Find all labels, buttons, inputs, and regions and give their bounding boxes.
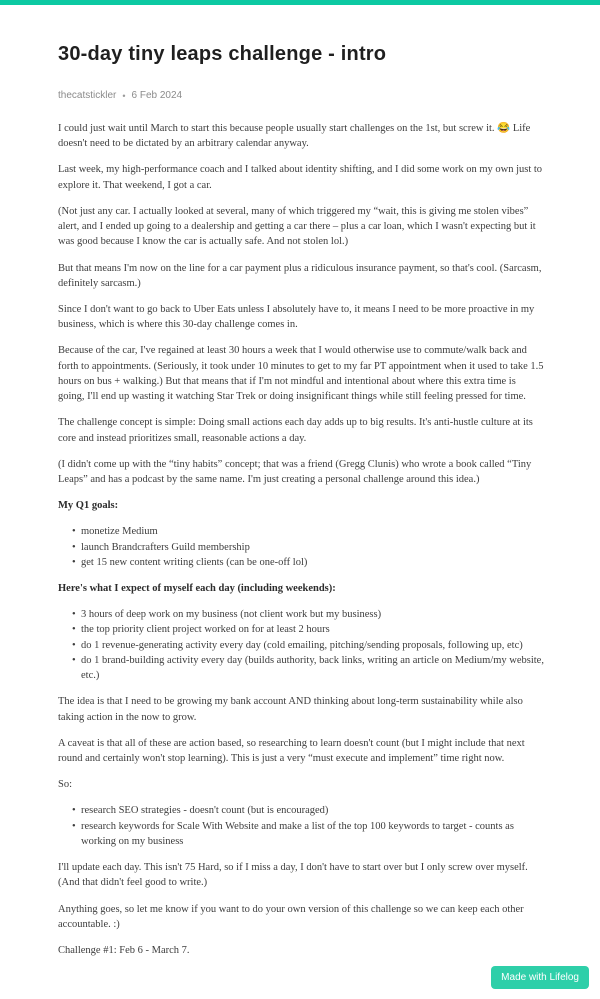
paragraph-intro-3: (Not just any car. I actually looked at several, many of which triggered my “wait, this is giving me stolen vibes” alert, and I ended up going to a dealership and getting a car there – plus a car loan, which I wasn't expecting but it was good because I know the car is actually safe. And not stolen lol.) [58,205,536,248]
made-with-lifelog-button[interactable]: Made with Lifelog [491,966,589,989]
list-item: • research keywords for Scale With Website and make a list of the top 100 keywords to target - counts as working on my business [72,819,544,849]
heading-daily-expectations: Here's what I expect of myself each day (including weekends): [58,583,336,595]
paragraph-intro-8: (I didn't come up with the “tiny habits” concept; that was a friend (Gregg Clunis) who wrote a book called “Tiny Leaps” and has a podcast by the same name. I'm just creating a personal challenge around this idea.) [58,458,532,485]
list-item: • launch Brandcrafters Guild membership [72,540,544,555]
paragraph-idea: The idea is that I need to be growing my bank account AND thinking about long-term sustainability while also taking action in the now to grow. [58,696,523,723]
post-meta [58,90,544,101]
page-title: 30-day tiny leaps challenge - intro [58,43,387,65]
post-date: 6 Feb 2024 [131,90,183,101]
paragraph-challenge: Challenge #1: Feb 6 - March 7. [58,944,190,956]
author-name: thecatstickler [58,90,117,101]
daily-expectations-list [72,607,544,683]
list-item: • research SEO strategies - doesn't count (but is encouraged) [72,803,544,818]
paragraph-intro-2: Last week, my high-performance coach and I talked about identity shifting, and I did some work on my own just to explore it. That weekend, I got a car. [58,164,543,191]
meta-separator-dot: • [122,90,126,101]
heading-q1-goals: My Q1 goals: [58,500,119,512]
list-item: • do 1 revenue-generating activity every day (cold emailing, pitching/sending proposals, following up, etc) [72,638,544,653]
paragraph-intro-4: But that means I'm now on the line for a car payment plus a ridiculous insurance payment, so that's cool. (Sarcasm, definitely sarcasm.) [58,262,542,289]
article-body [58,121,544,958]
paragraph-intro-5: Since I don't want to go back to Uber Eats unless I absolutely have to, it means I need to be more proactive in my business, which is where this 30-day challenge comes in. [58,303,535,331]
paragraph-intro-1: I could just wait until March to start this because people usually start challenges on the 1st, but screw it. 😂 Life doesn't need to be dictated by an arbitrary calendar anyway. [58,123,531,150]
paragraph-intro-6: Because of the car, I've regained at least 30 hours a week that I would otherwise use to commute/walk back and forth to appointments. (Seriously, it took under 10 minutes to get to my far PT appointment when it used to take 1.5 hours on bus + walking.) But that means that if I'm not mindful and intentional about where this extra time is going, I'll end up wasting it watching Star Trek or doing insignificant things while still feeling pressed for time. [58,345,544,403]
so-list [72,803,544,849]
paragraph-caveat: A caveat is that all of these are action based, so researching to learn doesn't count (but I might include that next round and certainly won't stop learning). This is just a very “must execute and implement” time right now. [58,737,525,764]
list-item: • monetize Medium [72,524,544,539]
q1-goals-list [72,524,544,570]
paragraph-intro-7: The challenge concept is simple: Doing small actions each day adds up to big results. It's anti-hustle culture at its core and instead prioritizes small, reasonable actions a day. [58,417,533,444]
list-item: • do 1 brand-building activity every day (builds authority, back links, writing an article on Medium/my website, etc.) [72,653,544,683]
brand-top-bar [0,0,600,5]
list-item: • get 15 new content writing clients (can be one-off lol) [72,555,544,570]
list-item: • 3 hours of deep work on my business (not client work but my business) [72,607,544,622]
paragraph-so: So: [58,779,73,791]
list-item: • the top priority client project worked on for at least 2 hours [72,622,544,637]
paragraph-anything: Anything goes, so let me know if you want to do your own version of this challenge so we can keep each other accountable. :) [58,903,524,930]
paragraph-update: I'll update each day. This isn't 75 Hard, so if I miss a day, I don't have to start over but I only screw over myself. (And that didn't feel good to write.) [58,862,528,889]
